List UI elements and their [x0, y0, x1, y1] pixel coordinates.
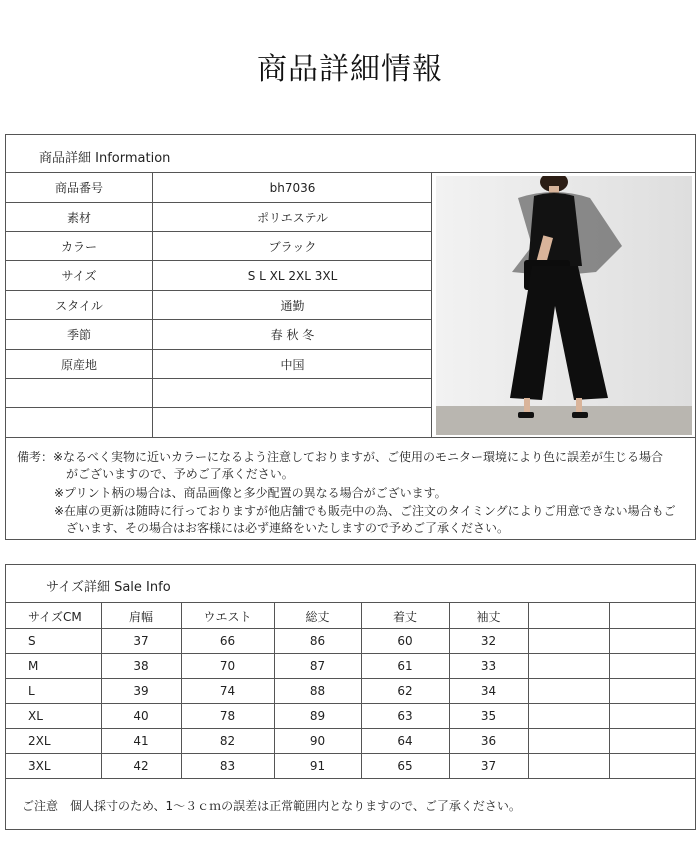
size-table-cell: 62: [397, 684, 413, 698]
size-table-cell: 90: [309, 734, 326, 748]
spec-row: [6, 232, 431, 261]
size-table-cell: 61: [397, 659, 413, 673]
spec-row: [6, 173, 431, 203]
size-table-row-line: [6, 778, 695, 779]
spec-value: 中国: [280, 357, 305, 372]
size-header-title: サイズ詳細 Sale Info: [46, 580, 171, 595]
size-table-cell: [528, 679, 609, 703]
size-table-cell: XL: [28, 709, 43, 723]
spec-value: [154, 379, 431, 407]
spec-row: [6, 203, 431, 232]
size-table-cell: 37: [133, 634, 149, 648]
size-table-cell: 41: [133, 734, 149, 748]
size-table-cell: 66: [219, 634, 236, 648]
spec-label: サイズ: [6, 261, 153, 290]
size-table-cell: 38: [133, 659, 149, 673]
size-table-cell: [609, 754, 695, 778]
spec-label: カラー: [6, 232, 153, 260]
spec-row: [6, 261, 431, 291]
size-table-cell: 87: [309, 659, 326, 673]
product-photo-illustration: [436, 176, 692, 435]
product-photo: [436, 176, 692, 435]
spec-label: 商品番号: [6, 173, 153, 202]
size-table-cell: [528, 704, 609, 728]
size-table-cell: 82: [219, 734, 236, 748]
note-line: ざいます、その場合はお客様には必ず連絡をいたしますので予めご了承ください。: [66, 521, 510, 535]
size-table-cell: 63: [397, 709, 413, 723]
size-table-cell: 3XL: [28, 759, 51, 773]
note-line: ※在庫の更新は随時に行っておりますが他店舗でも販売中の為、ご注文のタイミングによりご用意できない場合もご: [54, 504, 676, 518]
size-table-cell: 65: [397, 759, 413, 773]
spec-label: 原産地: [6, 350, 153, 378]
product-detail-section: [5, 134, 696, 540]
size-detail-section: [5, 564, 696, 830]
size-table-header-cell: 総丈: [305, 609, 330, 624]
size-table-cell: [609, 654, 695, 678]
size-table-cell: 83: [219, 759, 236, 773]
spec-row: [6, 350, 431, 379]
size-table-cell: M: [28, 659, 39, 673]
size-table-cell: 35: [480, 709, 497, 723]
size-table-cell: 34: [480, 684, 497, 698]
detail-header: [6, 135, 695, 173]
size-table-cell: 33: [480, 659, 497, 673]
spec-value: 通勤: [280, 298, 305, 313]
spec-value: ポリエステル: [257, 210, 328, 225]
note-line: ※プリント柄の場合は、商品画像と多少配置の異なる場合がございます。: [54, 486, 447, 500]
size-footer-note: ご注意 個人採寸のため、1～３ｃｍの誤差は正常範囲内となりますので、ご了承ください。: [22, 799, 521, 813]
spec-label: 季節: [6, 320, 153, 349]
size-table-cell: 42: [133, 759, 149, 773]
spec-value: 春 秋 冬: [270, 328, 315, 342]
size-table-header-cell: 袖丈: [476, 609, 501, 624]
size-table-cell: [528, 729, 609, 753]
size-table-cell: 2XL: [28, 734, 51, 748]
size-table-header-cell: 着丈: [392, 609, 417, 624]
size-table-header-cell: [609, 604, 695, 628]
size-table-cell: [609, 729, 695, 753]
spec-value: S L XL 2XL 3XL: [247, 268, 338, 283]
size-table-cell: [528, 754, 609, 778]
size-table-cell: 39: [133, 684, 149, 698]
size-table-cell: [609, 629, 695, 653]
size-table-cell: 60: [397, 634, 413, 648]
spec-label: [6, 408, 153, 437]
detail-header-title: 商品詳細 Information: [39, 151, 171, 166]
note-line: がございますので、予めご了承ください。: [66, 467, 294, 481]
size-table-header-cell: [528, 604, 609, 628]
size-table-cell: 91: [309, 759, 326, 773]
size-table-cell: [609, 704, 695, 728]
size-table-header-cell: サイズCM: [28, 609, 82, 624]
size-table-cell: [609, 679, 695, 703]
size-table-cell: L: [28, 684, 35, 698]
note-line: 備考：※なるべく実物に近いカラーになるよう注意しておりますが、ご使用のモニター環境により色に誤差が生じる場合: [17, 450, 664, 464]
size-table-cell: 78: [219, 709, 236, 723]
size-table-header-cell: ウエスト: [203, 609, 252, 624]
spec-table-divider: [431, 173, 432, 437]
spec-value: [154, 408, 431, 437]
spec-row: [6, 320, 431, 350]
size-table-cell: S: [28, 634, 36, 648]
spec-label: スタイル: [6, 291, 153, 319]
page-title: 商品詳細情報: [257, 52, 443, 87]
size-table-cell: [528, 629, 609, 653]
size-table-cell: 70: [219, 659, 236, 673]
size-table-cell: 86: [309, 634, 326, 648]
spec-row: [6, 291, 431, 320]
size-table-cell: [528, 654, 609, 678]
spec-label: 素材: [6, 203, 153, 231]
spec-value: bh7036: [269, 180, 316, 195]
size-table-cell: 36: [480, 734, 497, 748]
size-table-cell: 40: [133, 709, 149, 723]
size-table-cell: 89: [309, 709, 326, 723]
size-table-cell: 74: [219, 684, 236, 698]
spec-value: ブラック: [268, 239, 317, 254]
size-header: [6, 565, 695, 603]
spec-row: [6, 408, 431, 437]
size-table-cell: 64: [397, 734, 413, 748]
size-table-cell: 37: [480, 759, 497, 773]
size-table-cell: 32: [480, 634, 497, 648]
spec-label: [6, 379, 153, 407]
notes-block: [6, 437, 695, 539]
size-table-header-cell: 肩幅: [128, 609, 153, 624]
spec-row: [6, 379, 431, 408]
size-table-cell: 88: [309, 684, 326, 698]
